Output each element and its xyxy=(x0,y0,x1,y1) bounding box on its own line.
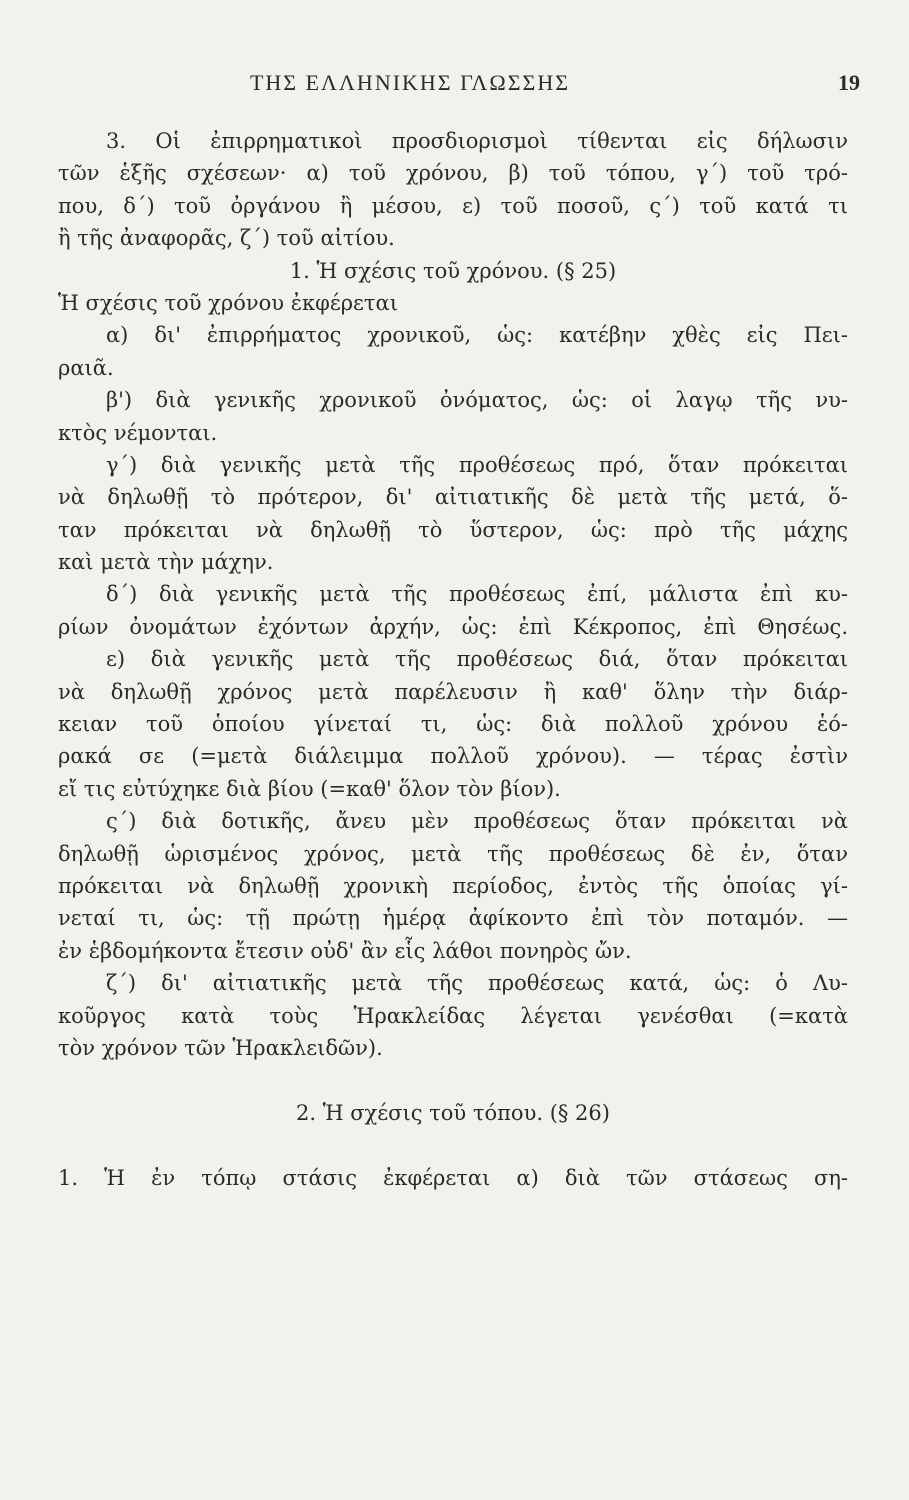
text-line: ρακά σε (=μετὰ διάλειμμα πολλοῦ χρόνου). — τέρας ἐστὶν xyxy=(58,744,848,769)
running-title: ΤΗΣ ΕΛΛΗΝΙΚΗΣ ΓΛΩΣΣΗΣ xyxy=(249,70,571,95)
text-line: νεταί τι, ὡς: τῇ πρώτῃ ἡμέρᾳ ἀφίκοντο ἐπὶ τὸν ποταμόν. — xyxy=(58,906,848,931)
page-number: 19 xyxy=(838,70,860,95)
text-line: Ἡ σχέσις τοῦ χρόνου ἐκφέρεται xyxy=(58,290,398,315)
text-line: καὶ μετὰ τὴν μάχην. xyxy=(58,550,274,575)
text-line: κτὸς νέμονται. xyxy=(58,420,218,445)
spacer xyxy=(58,1129,848,1161)
text-line: 3. Οἱ ἐπιρρηματικοὶ προσδιορισμοὶ τίθενται εἰς δήλωσιν xyxy=(106,129,848,153)
text-line: 1. Ἡ ἐν τόπῳ στάσις ἐκφέρεται α) διὰ τῶν στάσεως ση- xyxy=(58,1165,848,1190)
text-line: γ΄) διὰ γενικῆς μετὰ τῆς προθέσεως πρό, ὅταν πρόκειται xyxy=(106,452,848,477)
text-line: ς΄) διὰ δοτικῆς, ἄνευ μὲν προθέσεως ὅταν πρόκειται νὰ xyxy=(106,809,848,834)
page-header xyxy=(60,70,860,110)
text-line: που, δ΄) τοῦ ὀργάνου ἢ μέσου, ε) τοῦ ποσοῦ, ς΄) τοῦ κατά τι xyxy=(58,193,848,218)
text-line: ἢ τῆς ἀναφορᾶς, ζ΄) τοῦ αἰτίου. xyxy=(58,226,395,251)
body-text xyxy=(58,125,848,1194)
text-line: νὰ δηλωθῇ τὸ πρότερον, δι' αἰτιατικῆς δὲ μετὰ τῆς μετά, ὅ- xyxy=(58,485,848,510)
text-line: α) δι' ἐπιρρήματος χρονικοῦ, ὡς: κατέβην χθὲς εἰς Πει- xyxy=(106,323,848,348)
section-heading-place: 2. Ἡ σχέσις τοῦ τόπου. (§ 26) xyxy=(296,1100,610,1125)
spacer xyxy=(58,1064,848,1096)
text-line: δ΄) διὰ γενικῆς μετὰ τῆς προθέσεως ἐπί, μάλιστα ἐπὶ κυ- xyxy=(106,582,848,607)
text-line: ζ΄) δι' αἰτιατικῆς μετὰ τῆς προθέσεως κατά, ὡς: ὁ Λυ- xyxy=(106,971,848,996)
text-line: τῶν ἑξῆς σχέσεων· α) τοῦ χρόνου, β) τοῦ τόπου, γ΄) τοῦ τρό- xyxy=(58,161,848,186)
text-line: κοῦργος κατὰ τοὺς Ἡρακλείδας λέγεται γενέσθαι (=κατὰ xyxy=(58,1003,848,1028)
text-line: νὰ δηλωθῇ χρόνος μετὰ παρέλευσιν ἢ καθ' ὅλην τὴν διάρ- xyxy=(58,679,848,704)
text-line: εἴ τις εὐτύχηκε διὰ βίου (=καθ' ὅλον τὸν βίον). xyxy=(58,776,561,801)
section-heading-time: 1. Ἡ σχέσις τοῦ χρόνου. (§ 25) xyxy=(289,258,617,283)
text-line: ε) διὰ γενικῆς μετὰ τῆς προθέσεως διά, ὅταν πρόκειται xyxy=(106,647,848,672)
text-line: ταν πρόκειται νὰ δηλωθῇ τὸ ὕστερον, ὡς: πρὸ τῆς μάχης xyxy=(58,517,848,542)
text-line: ἐν ἑβδομήκοντα ἔτεσιν οὐδ' ἂν εἷς λάθοι πονηρὸς ὤν. xyxy=(58,938,632,963)
text-line: τὸν χρόνον τῶν Ἡρακλειδῶν). xyxy=(58,1035,383,1060)
text-line: δηλωθῇ ὡρισμένος χρόνος, μετὰ τῆς προθέσεως δὲ ἐν, ὅταν xyxy=(58,841,848,866)
text-line: πρόκειται νὰ δηλωθῇ χρονικὴ περίοδος, ἐντὸς τῆς ὁποίας γί- xyxy=(58,873,848,898)
text-line: β') διὰ γενικῆς χρονικοῦ ὀνόματος, ὡς: οἱ λαγῳ τῆς νυ- xyxy=(106,388,848,413)
text-line: ραιᾶ. xyxy=(58,355,114,380)
text-line: ρίων ὀνομάτων ἐχόντων ἀρχήν, ὡς: ἐπὶ Κέκροπος, ἐπὶ Θησέως. xyxy=(58,614,848,639)
text-line: κειαν τοῦ ὁποίου γίνεταί τι, ὡς: διὰ πολλοῦ χρόνου ἑό- xyxy=(58,712,848,737)
